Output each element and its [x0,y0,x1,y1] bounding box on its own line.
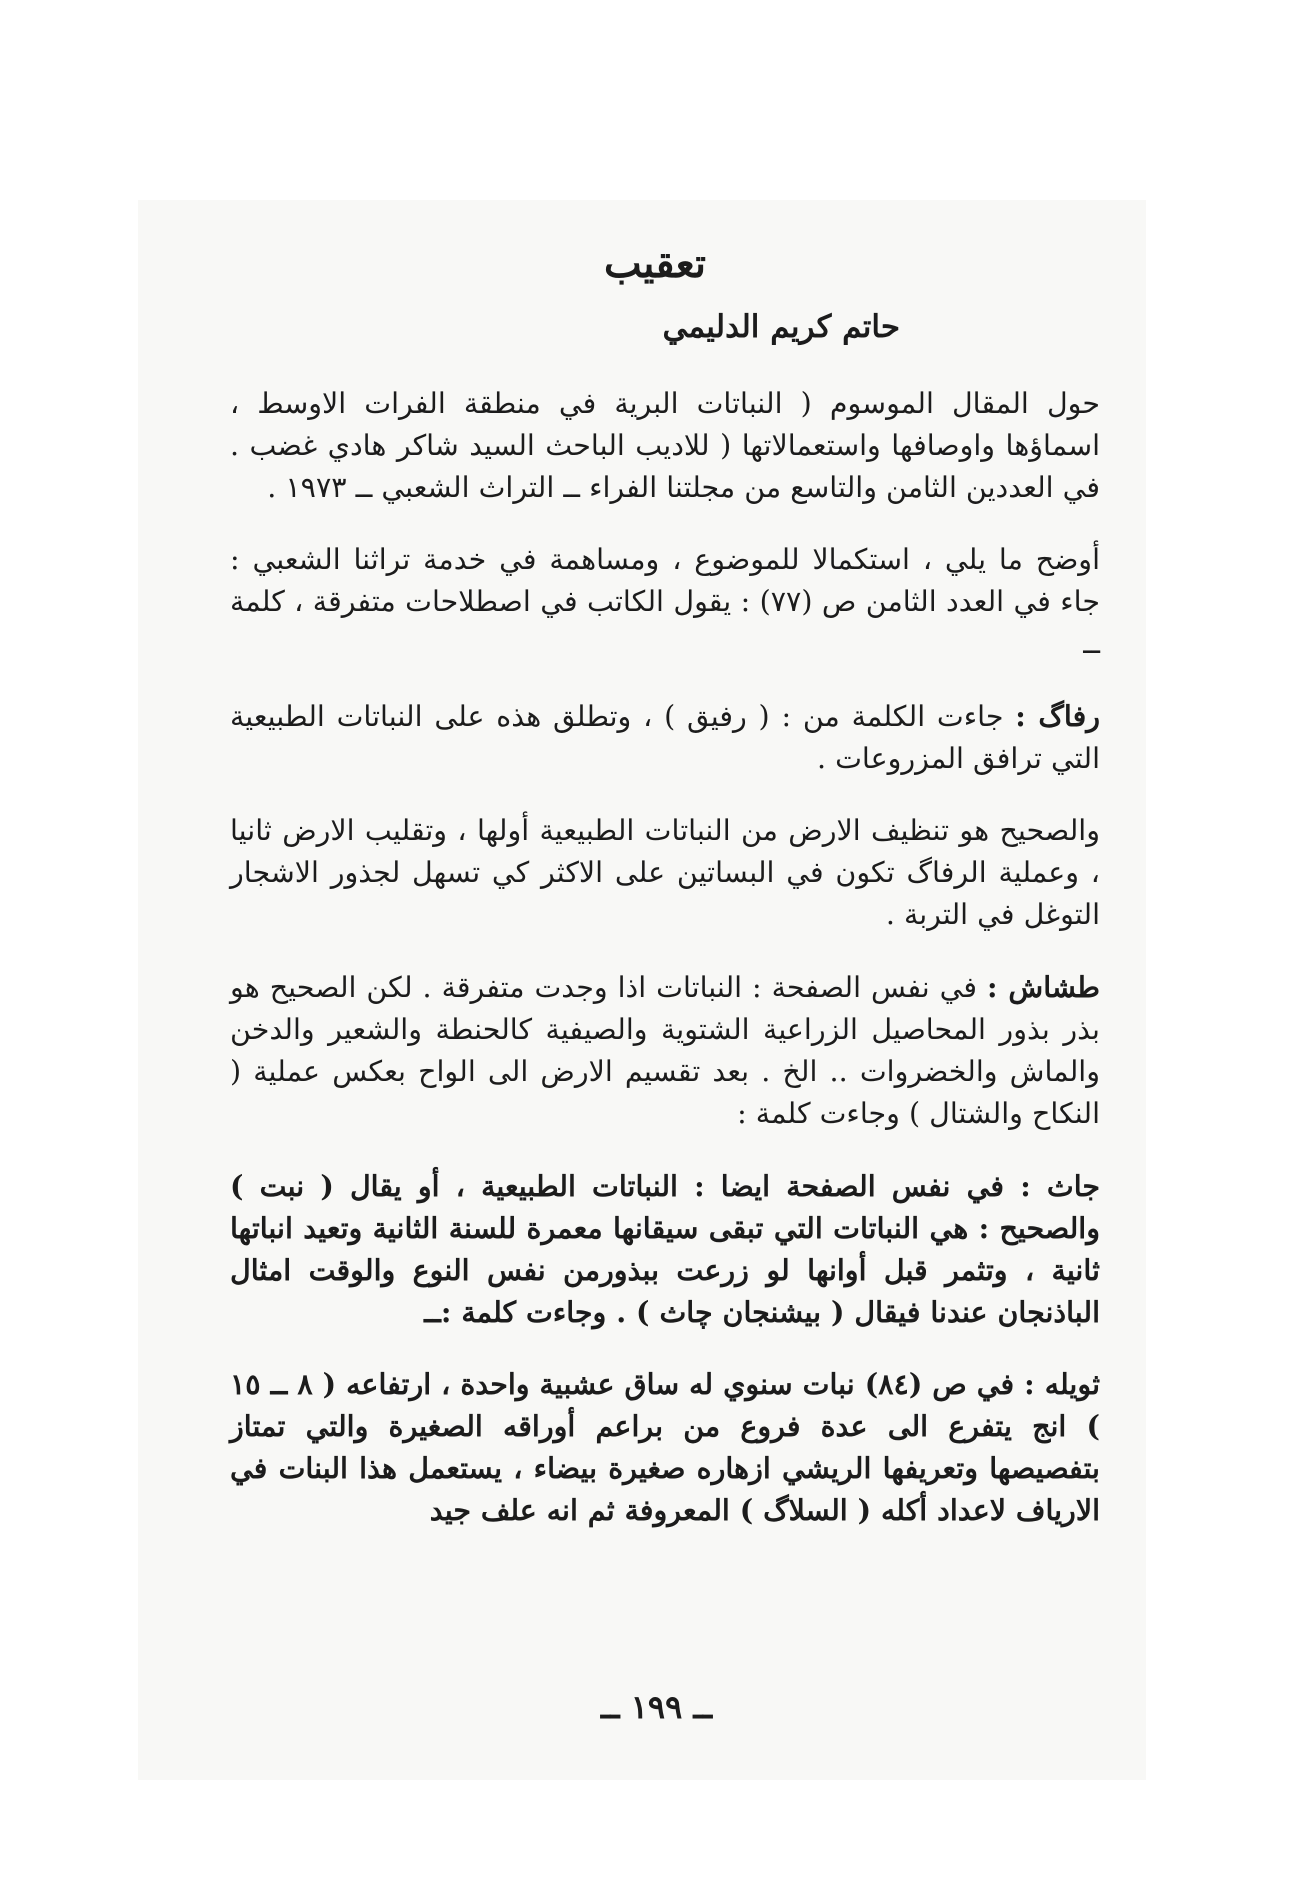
article-author: حاتم كريم الدليمي [662,309,900,345]
entry-tashash [230,966,1100,1135]
entry-term: جاث : [1020,1169,1100,1203]
intro-paragraph-2: أوضح ما يلي ، استكمالا للموضوع ، ومساهمة في خدمة تراثنا الشعبي : جاء في العدد الثامن ص (٧٧) : يقول الكاتب في اصطلاحات متفرقة ، كلمة ــ [230,543,1100,660]
entry-term: ثويله : [1024,1367,1101,1401]
entry-rafag [230,695,1100,780]
entry-text: في نفس الصفحة : النباتات اذا وجدت متفرقة . لكن الصحيح هو بذر بذور المحاصيل الزراعية الشتوية والصيفية كالحنطة والشعير والدخن والماش والخضروات .. الخ . بعد تقسيم الارض الى الواح بعكس عملية ( النكاح والشتال ) وجاءت كلمة : [230,971,1100,1130]
entry-rafag-correction [230,810,1100,936]
entry-text: والصحيح هو تنظيف الارض من النباتات الطبيعية أولها ، وتقليب الارض ثانيا ، وعملية الرفاگ تكون في البساتين على الاكثر كي تسهل لجذور الاشجار التوغل في التربة . [230,814,1100,931]
intro-paragraph-1: حول المقال الموسوم ( النباتات البرية في منطقة الفرات الاوسط ، اسماؤها واوصافها واستعمالاتها ( للاديب الباحث السيد شاكر هادي غضب . في العددين الثامن والتاسع من مجلتنا الفراء ــ التراث الشعبي ــ ١٩٧٣ . [230,387,1100,504]
entry-term: رفاگ : [1015,699,1101,733]
entry-text: جاءت الكلمة من : ( رفيق ) ، وتطلق هذه على النباتات الطبيعية التي ترافق المزروعات . [230,700,1100,775]
entry-thwaila [230,1363,1100,1531]
article-body [230,240,1100,1561]
article-title: تعقيب [603,240,706,287]
entry-term: طشاش : [987,970,1100,1004]
page-number: ــ ١٩٩ ــ [600,1688,713,1726]
entry-text: في نفس الصفحة ايضا : النباتات الطبيعية ، أو يقال ( نبت ) والصحيح : هي النباتات التي تبقى سيقانها معمرة للسنة الثانية وتعيد انباتها ثانية ، وتثمر قبل أوانها لو زرعت ببذورمن نفس النوع والوقت امثال الباذنجان عندنا فيقال ( بيشنجان چاث ) . وجاءت كلمة :ــ [230,1169,1100,1329]
entry-text: في ص (٨٤) نبات سنوي له ساق عشبية واحدة ، ارتفاعه ( ٨ ــ ١٥ ) انج يتفرع الى عدة فروع من براعم أوراقه الصغيرة والتي تمتاز بتفصيصها وتعريفها الريشي ازهاره صغيرة بيضاء ، يستعمل هذا البنات في الارياف لاعداد أكله ( السلاگ ) المعروفة ثم انه علف جيد [230,1367,1100,1527]
entry-chath [230,1165,1100,1333]
